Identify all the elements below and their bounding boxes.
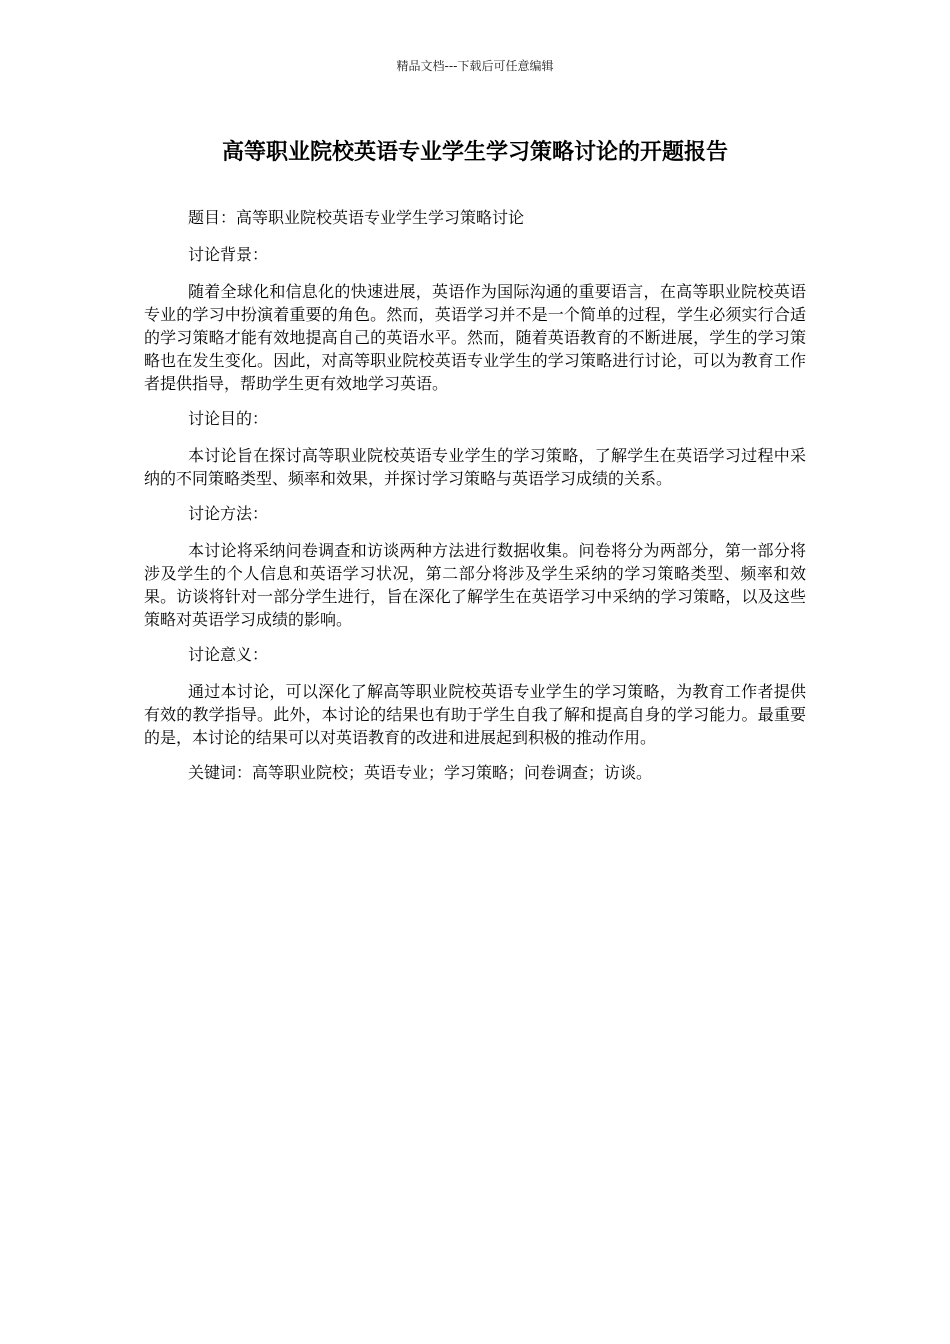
purpose-paragraph: 本讨论旨在探讨高等职业院校英语专业学生的学习策略，了解学生在英语学习过程中采纳的不同策略类型、频率和效果，并探讨学习策略与英语学习成绩的关系。 <box>144 446 806 488</box>
background-paragraph: 随着全球化和信息化的快速进展，英语作为国际沟通的重要语言，在高等职业院校英语专业的学习中扮演着重要的角色。然而，英语学习并不是一个简单的过程，学生必须实行合适的学习策略才能有效地提高自己的英语水平。然而，随着英语教育的不断进展，学生的学习策略也在发生变化。因此，对高等职业院校英语专业学生的学习策略进行讨论，可以为教育工作者提供指导，帮助学生更有效地学习英语。 <box>144 282 806 393</box>
purpose-heading: 讨论目的： <box>188 409 269 428</box>
document-body <box>144 206 806 796</box>
significance-heading: 讨论意义： <box>188 645 269 664</box>
document-title: 高等职业院校英语专业学生学习策略讨论的开题报告 <box>221 140 728 165</box>
method-heading: 讨论方法： <box>188 504 269 523</box>
method-paragraph: 本讨论将采纳问卷调查和访谈两种方法进行数据收集。问卷将分为两部分，第一部分将涉及学生的个人信息和英语学习状况，第二部分将涉及学生采纳的学习策略类型、频率和效果。访谈将针对一部分学生进行，旨在深化了解学生在英语学习中采纳的学习策略，以及这些策略对英语学习成绩的影响。 <box>144 541 806 629</box>
background-heading: 讨论背景： <box>188 245 269 264</box>
header-note: 精品文档---下载后可任意编辑 <box>396 59 554 73</box>
keywords-line: 关键词：高等职业院校；英语专业；学习策略；问卷调查；访谈。 <box>188 763 653 782</box>
significance-paragraph: 通过本讨论，可以深化了解高等职业院校英语专业学生的学习策略，为教育工作者提供有效的教学指导。此外，本讨论的结果也有助于学生自我了解和提高自身的学习能力。最重要的是，本讨论的结果可以对英语教育的改进和进展起到积极的推动作用。 <box>144 682 806 747</box>
topic-line: 题目：高等职业院校英语专业学生学习策略讨论 <box>188 208 525 227</box>
